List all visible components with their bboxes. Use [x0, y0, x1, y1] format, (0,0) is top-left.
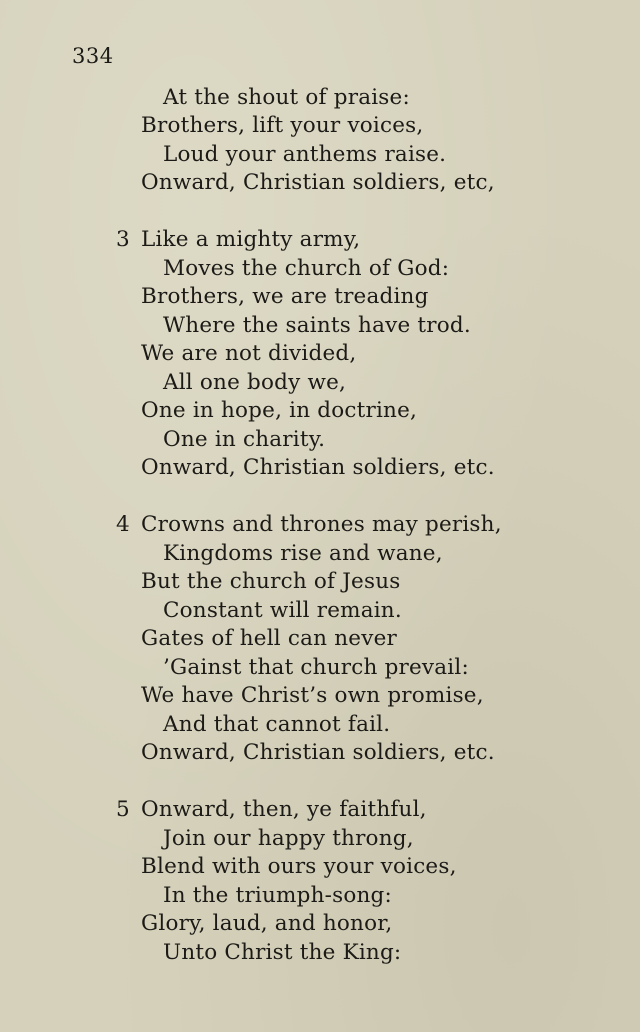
verse-line: Brothers, lift your voices, [141, 113, 424, 138]
verse-line: Unto Christ the King: [163, 940, 402, 965]
verse-line: Loud your anthems raise. [163, 142, 447, 167]
verse-line: Onward, then, ye faithful, [141, 797, 427, 822]
stanza-number: 4 [116, 512, 130, 537]
verse-line: All one body we, [163, 370, 347, 395]
verse-line: In the triumph-song: [163, 883, 392, 908]
refrain-line: Onward, Christian soldiers, etc. [141, 740, 495, 765]
verse-line: Join our happy throng, [163, 826, 414, 851]
verse-line: One in hope, in doctrine, [141, 398, 418, 423]
verse-line: Kingdoms rise and wane, [163, 541, 443, 566]
verse-line: Moves the church of God: [163, 256, 450, 281]
verse-line: Like a mighty army, [141, 227, 361, 252]
stanza-number: 3 [116, 227, 130, 252]
stanza-number: 5 [116, 797, 130, 822]
verse-line: ’Gainst that church prevail: [163, 655, 469, 680]
verse-line: We have Christ’s own promise, [141, 683, 484, 708]
verse-line: But the church of Jesus [141, 569, 401, 594]
verse-line: And that cannot fail. [163, 712, 391, 737]
page-number: 334 [72, 44, 114, 68]
verse-line: One in charity. [163, 427, 326, 452]
verse-line: Glory, laud, and honor, [141, 911, 393, 936]
refrain-line: Onward, Christian soldiers, etc, [141, 170, 495, 195]
refrain-line: Onward, Christian soldiers, etc. [141, 455, 495, 480]
verse-line: Constant will remain. [163, 598, 402, 623]
verse-line: At the shout of praise: [163, 85, 410, 110]
verse-line: Where the saints have trod. [163, 313, 471, 338]
verse-line: Crowns and thrones may perish, [141, 512, 502, 537]
verse-line: Gates of hell can never [141, 626, 397, 651]
verse-line: Brothers, we are treading [141, 284, 429, 309]
verse-line: Blend with ours your voices, [141, 854, 457, 879]
verse-line: We are not divided, [141, 341, 357, 366]
